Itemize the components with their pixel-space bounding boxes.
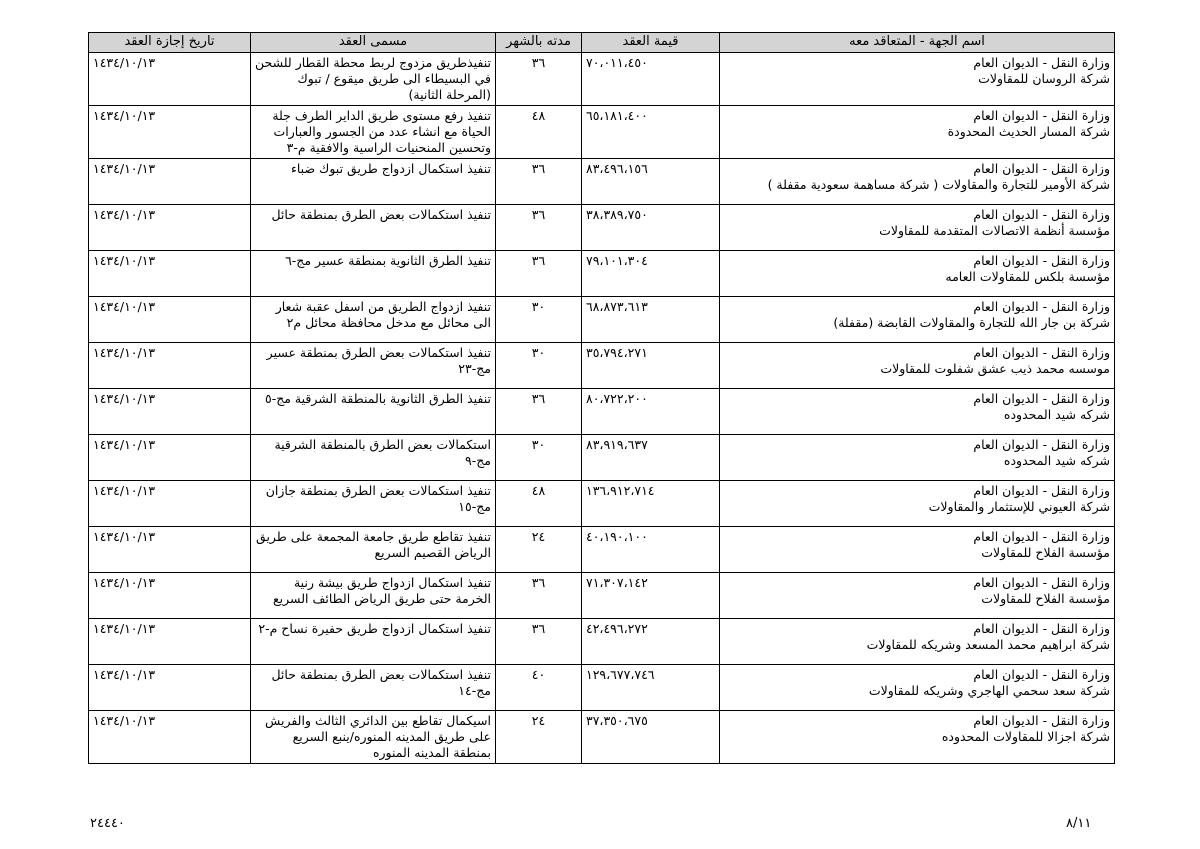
cell-duration-months: ٣٦ — [496, 389, 582, 435]
agency-name: وزارة النقل - الديوان العام — [973, 161, 1110, 176]
cell-approval-date: ١٤٣٤/١٠/١٣ — [89, 159, 251, 205]
cell-contract-value: ٣٥،٧٩٤،٢٧١ — [582, 343, 720, 389]
cell-contract-name: تنفيذ ازدواج الطريق من اسفل عقبة شعار الى محائل مع مدخل محافظة محائل م٢ — [251, 297, 496, 343]
cell-approval-date: ١٤٣٤/١٠/١٣ — [89, 106, 251, 159]
contractor-name: مؤسسة بلكس للمقاولات العامه — [945, 269, 1110, 284]
agency-name: وزارة النقل - الديوان العام — [973, 575, 1110, 590]
contractor-name: مؤسسة الفلاح للمقاولات — [981, 545, 1110, 560]
agency-name: وزارة النقل - الديوان العام — [973, 345, 1110, 360]
contractor-name: شركة اجزالا للمقاولات المحدوده — [941, 729, 1110, 744]
cell-party — [720, 159, 1115, 205]
agency-name: وزارة النقل - الديوان العام — [973, 667, 1110, 682]
cell-contract-value: ٨٣،٤٩٦،١٥٦ — [582, 159, 720, 205]
cell-party — [720, 481, 1115, 527]
cell-contract-value: ٦٥،١٨١،٤٠٠ — [582, 106, 720, 159]
cell-contract-value: ٤٠،١٩٠،١٠٠ — [582, 527, 720, 573]
header-name: مسمى العقد — [251, 33, 496, 53]
cell-approval-date: ١٤٣٤/١٠/١٣ — [89, 343, 251, 389]
cell-duration-months: ٣٦ — [496, 573, 582, 619]
agency-name: وزارة النقل - الديوان العام — [973, 108, 1110, 123]
cell-duration-months: ٣٦ — [496, 53, 582, 106]
agency-name: وزارة النقل - الديوان العام — [973, 391, 1110, 406]
table-row — [89, 159, 1115, 205]
table-body — [89, 53, 1115, 764]
table-row — [89, 527, 1115, 573]
table-row — [89, 665, 1115, 711]
table-row — [89, 389, 1115, 435]
cell-party — [720, 389, 1115, 435]
contracts-sheet — [88, 32, 1114, 764]
cell-duration-months: ٣٦ — [496, 205, 582, 251]
cell-contract-name: تنفيذطريق مزدوج لربط محطة القطار للشحن في البسيطاء الى طريق ميقوع / تبوك (المرحلة الثانية) — [251, 53, 496, 106]
cell-approval-date: ١٤٣٤/١٠/١٣ — [89, 205, 251, 251]
cell-duration-months: ٤٠ — [496, 665, 582, 711]
cell-party — [720, 343, 1115, 389]
cell-party — [720, 665, 1115, 711]
cell-party — [720, 711, 1115, 764]
cell-contract-name: تنفيذ استكمالات بعض الطرق بمنطقة جازان مج-١٥ — [251, 481, 496, 527]
cell-approval-date: ١٤٣٤/١٠/١٣ — [89, 435, 251, 481]
table-row — [89, 481, 1115, 527]
cell-approval-date: ١٤٣٤/١٠/١٣ — [89, 297, 251, 343]
table-row — [89, 205, 1115, 251]
cell-contract-name: تنفيذ الطرق الثانوية بمنطقة عسير مج-٦ — [251, 251, 496, 297]
header-date: تاريخ إجازة العقد — [89, 33, 251, 53]
cell-duration-months: ٣٦ — [496, 619, 582, 665]
table-row — [89, 251, 1115, 297]
cell-contract-name: تنفيذ استكمالات بعض الطرق بمنطقة عسير مج-٢٣ — [251, 343, 496, 389]
cell-party — [720, 573, 1115, 619]
table-row — [89, 297, 1115, 343]
cell-contract-value: ٣٨،٣٨٩،٧٥٠ — [582, 205, 720, 251]
cell-approval-date: ١٤٣٤/١٠/١٣ — [89, 481, 251, 527]
cell-duration-months: ٤٨ — [496, 481, 582, 527]
cell-contract-name: تنفيذ استكمالات بعض الطرق بمنطقة حائل مج-١٤ — [251, 665, 496, 711]
cell-contract-name: استكمالات بعض الطرق بالمنطقة الشرقية مج-٩ — [251, 435, 496, 481]
cell-approval-date: ١٤٣٤/١٠/١٣ — [89, 53, 251, 106]
cell-contract-value: ٧٠،٠١١،٤٥٠ — [582, 53, 720, 106]
cell-approval-date: ١٤٣٤/١٠/١٣ — [89, 619, 251, 665]
cell-contract-name: تنفيذ استكمال ازدواج طريق بيشة رنية الخرمة حتى طريق الرياض الطائف السريع — [251, 573, 496, 619]
agency-name: وزارة النقل - الديوان العام — [973, 621, 1110, 636]
cell-duration-months: ٤٨ — [496, 106, 582, 159]
cell-contract-value: ٨٠،٧٢٢،٢٠٠ — [582, 389, 720, 435]
cell-party — [720, 297, 1115, 343]
agency-name: وزارة النقل - الديوان العام — [973, 253, 1110, 268]
contractor-name: شركة المسار الحديث المحدودة — [947, 124, 1110, 139]
cell-duration-months: ٣٠ — [496, 343, 582, 389]
table-row — [89, 343, 1115, 389]
cell-contract-value: ٧٩،١٠١،٣٠٤ — [582, 251, 720, 297]
cell-contract-value: ٧١،٣٠٧،١٤٢ — [582, 573, 720, 619]
cell-party — [720, 619, 1115, 665]
cell-approval-date: ١٤٣٤/١٠/١٣ — [89, 527, 251, 573]
cell-duration-months: ٣٦ — [496, 251, 582, 297]
footer-document-number: ٢٤٤٤٠ — [90, 816, 125, 831]
cell-duration-months: ٢٤ — [496, 527, 582, 573]
agency-name: وزارة النقل - الديوان العام — [973, 55, 1110, 70]
agency-name: وزارة النقل - الديوان العام — [973, 207, 1110, 222]
cell-approval-date: ١٤٣٤/١٠/١٣ — [89, 389, 251, 435]
table-row — [89, 573, 1115, 619]
cell-approval-date: ١٤٣٤/١٠/١٣ — [89, 251, 251, 297]
contractor-name: مؤسسة الفلاح للمقاولات — [981, 591, 1110, 606]
cell-contract-value: ٦٨،٨٧٣،٦١٣ — [582, 297, 720, 343]
table-row — [89, 53, 1115, 106]
contractor-name: شركة بن جار الله للتجارة والمقاولات القابضة (مقفلة) — [833, 315, 1110, 330]
contractor-name: موسسه محمد ذيب عشق شفلوت للمقاولات — [880, 361, 1110, 376]
agency-name: وزارة النقل - الديوان العام — [973, 299, 1110, 314]
header-value: قيمة العقد — [582, 33, 720, 53]
header-party: اسم الجهة - المتعاقد معه — [720, 33, 1115, 53]
table-header-row — [89, 33, 1115, 53]
agency-name: وزارة النقل - الديوان العام — [973, 437, 1110, 452]
cell-contract-value: ١٣٦،٩١٢،٧١٤ — [582, 481, 720, 527]
cell-party — [720, 106, 1115, 159]
cell-party — [720, 205, 1115, 251]
contractor-name: شركة الأومير للتجارة والمقاولات ( شركة مساهمة سعودية مقفلة ) — [767, 177, 1110, 192]
agency-name: وزارة النقل - الديوان العام — [973, 483, 1110, 498]
table-row — [89, 106, 1115, 159]
cell-contract-value: ١٢٩،٦٧٧،٧٤٦ — [582, 665, 720, 711]
contractor-name: شركة العيوني للإستثمار والمقاولات — [928, 499, 1110, 514]
agency-name: وزارة النقل - الديوان العام — [973, 713, 1110, 728]
footer-page-number: ٨/١١ — [1066, 816, 1092, 831]
contractor-name: مؤسسة أنظمة الاتصالات المتقدمة للمقاولات — [879, 223, 1110, 238]
cell-party — [720, 251, 1115, 297]
cell-duration-months: ٣٦ — [496, 159, 582, 205]
header-duration: مدته بالشهر — [496, 33, 582, 53]
agency-name: وزارة النقل - الديوان العام — [973, 529, 1110, 544]
contracts-table — [88, 32, 1115, 764]
table-row — [89, 619, 1115, 665]
cell-approval-date: ١٤٣٤/١٠/١٣ — [89, 573, 251, 619]
cell-contract-value: ٨٣،٩١٩،٦٣٧ — [582, 435, 720, 481]
cell-contract-name: اسيكمال تقاطع بين الدائري الثالث والفريش على طريق المدينه المنوره/ينبع السريع بمنطقة المدينه المنوره — [251, 711, 496, 764]
contractor-name: شركة الروسان للمقاولات — [978, 71, 1110, 86]
cell-contract-name: تنفيذ تقاطع طريق جامعة المجمعة على طريق الرياض القصيم السريع — [251, 527, 496, 573]
contractor-name: شركه شيد المحدوده — [1003, 407, 1110, 422]
contractor-name: شركه شيد المحدوده — [1003, 453, 1110, 468]
contractor-name: شركة سعد سحمي الهاجري وشريكه للمقاولات — [868, 683, 1110, 698]
cell-contract-name: تنفيذ استكمال ازدواج طريق تبوك ضباء — [251, 159, 496, 205]
cell-contract-name: تنفيذ استكمال ازدواج طريق حفيرة نساح م-٢ — [251, 619, 496, 665]
cell-duration-months: ٣٠ — [496, 297, 582, 343]
cell-duration-months: ٢٤ — [496, 711, 582, 764]
cell-contract-value: ٣٧،٣٥٠،٦٧٥ — [582, 711, 720, 764]
cell-contract-name: تنفيذ استكمالات بعض الطرق بمنطقة حائل — [251, 205, 496, 251]
cell-party — [720, 527, 1115, 573]
cell-contract-name: تنفيذ الطرق الثانوية بالمنطقة الشرقية مج-٥ — [251, 389, 496, 435]
table-row — [89, 435, 1115, 481]
cell-approval-date: ١٤٣٤/١٠/١٣ — [89, 665, 251, 711]
cell-approval-date: ١٤٣٤/١٠/١٣ — [89, 711, 251, 764]
cell-contract-value: ٤٢،٤٩٦،٢٧٢ — [582, 619, 720, 665]
contractor-name: شركة ابراهيم محمد المسعد وشريكه للمقاولات — [866, 637, 1110, 652]
cell-party — [720, 435, 1115, 481]
cell-contract-name: تنفيذ رفع مستوى طريق الداير الطرف جلة الحياة مع انشاء عدد من الجسور والعبارات وتحسين المنحنيات الراسية والافقية م-٣ — [251, 106, 496, 159]
cell-party — [720, 53, 1115, 106]
table-row — [89, 711, 1115, 764]
cell-duration-months: ٣٠ — [496, 435, 582, 481]
